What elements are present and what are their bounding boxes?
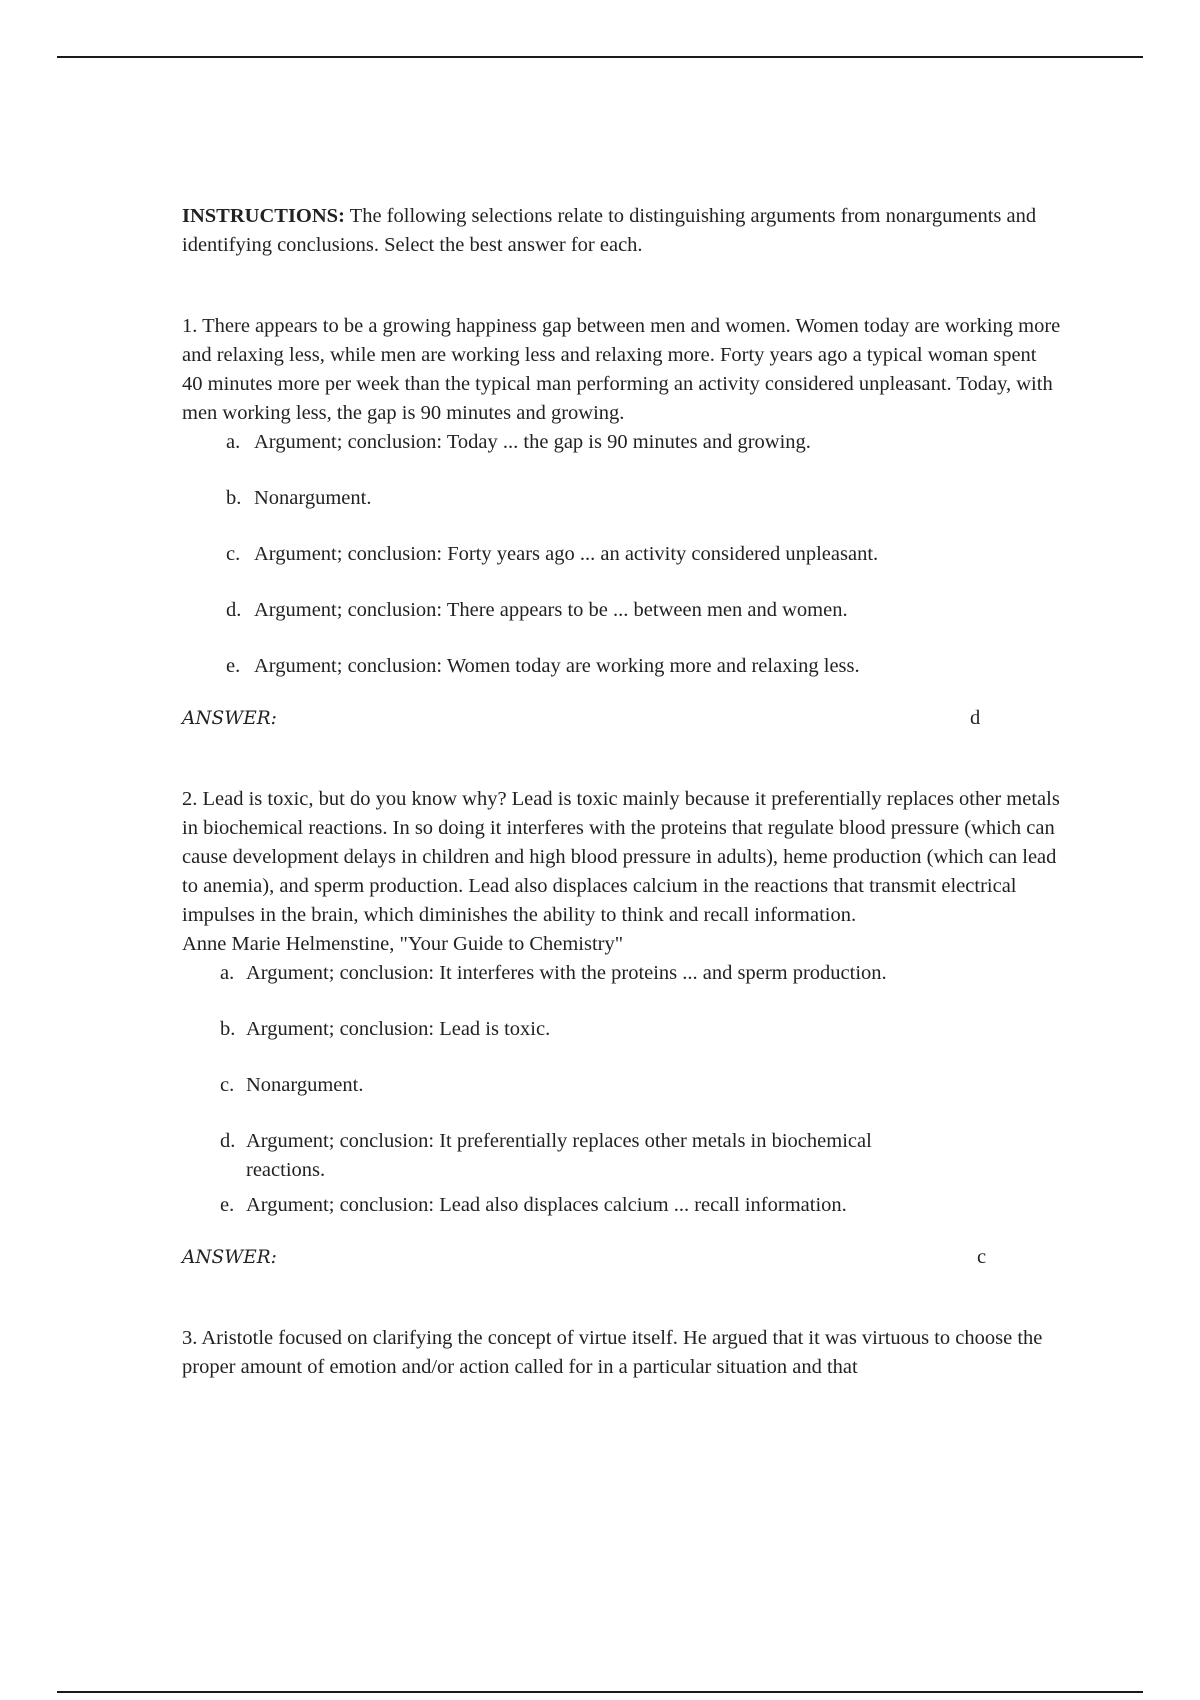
option-letter: d. [226,599,242,621]
option-letter: e. [226,655,241,677]
option-letter: a. [220,962,235,984]
question-2-option-d[interactable] [182,1127,1062,1185]
answer-label: ANSWER: [182,1247,277,1268]
option-text: Nonargument. [246,1074,364,1096]
document-body [182,202,1062,1382]
question-2-option-a[interactable] [182,959,1062,988]
question-1-options [182,428,1062,681]
option-text: Nonargument. [254,487,372,509]
question-2 [182,785,1062,1272]
question-1-option-d[interactable] [182,596,1062,625]
question-2-options [182,959,1062,1220]
option-text: Argument; conclusion: Women today are working more and relaxing less. [254,655,860,677]
option-text: Argument; conclusion: It interferes with the proteins ... and sperm production. [246,962,887,984]
question-1-option-e[interactable] [182,652,1062,681]
option-letter: c. [220,1074,235,1096]
instructions [182,202,1062,260]
option-text: Argument; conclusion: Lead also displaces calcium ... recall information. [246,1194,847,1216]
question-1 [182,312,1062,733]
option-text: Argument; conclusion: There appears to be ... between men and women. [254,599,848,621]
option-letter: e. [220,1194,235,1216]
answer-value: d [970,707,981,729]
question-2-text: Lead is toxic, but do you know why? Lead is toxic mainly because it preferentially replaces other metals in biochemical reactions. In so doing it interferes with the proteins that regulate blood pressure (which can cause development delays in children and high blood pressure in adults), heme production (which can lead to anemia), and sperm production. Lead also displaces calcium in the reactions that transmit electrical impulses in the brain, which diminishes the ability to think and recall information. [182,788,1060,926]
option-letter: c. [226,543,241,565]
option-letter: a. [226,431,241,453]
question-1-option-a[interactable] [182,428,1062,457]
question-3-number: 3. [182,1327,198,1349]
question-2-option-e[interactable] [182,1191,1062,1220]
question-1-option-c[interactable] [182,540,1062,569]
question-2-option-c[interactable] [182,1071,1062,1100]
option-text: Argument; conclusion: Forty years ago ... an activity considered unpleasant. [254,543,879,565]
question-1-stem [182,312,1062,428]
question-2-option-b[interactable] [182,1015,1062,1044]
question-2-source: Anne Marie Helmenstine, "Your Guide to Chemistry" [182,933,624,955]
top-rule [57,56,1143,58]
option-text: Argument; conclusion: Today ... the gap is 90 minutes and growing. [254,431,811,453]
question-3-stem [182,1324,1062,1382]
question-3 [182,1324,1062,1382]
question-1-option-b[interactable] [182,484,1062,513]
option-letter: b. [226,487,242,509]
answer-label: ANSWER: [182,708,277,729]
option-text: Argument; conclusion: Lead is toxic. [246,1018,551,1040]
option-text: Argument; conclusion: It preferentially replaces other metals in biochemical reactions. [246,1130,872,1181]
question-1-answer-row [182,704,1062,733]
question-2-number: 2. [182,788,198,810]
question-1-text: There appears to be a growing happiness gap between men and women. Women today are working more and relaxing less, while men are working less and relaxing more. Forty years ago a typical woman spent 40 minutes more per week than the typical man performing an activity considered unpleasant. Today, with men working less, the gap is 90 minutes and growing. [182,315,1061,424]
question-3-text: Aristotle focused on clarifying the concept of virtue itself. He argued that it was virtuous to choose the proper amount of emotion and/or action called for in a particular situation and that [182,1327,1043,1378]
question-1-number: 1. [182,315,198,337]
bottom-rule [57,1691,1143,1693]
option-letter: d. [220,1130,236,1152]
option-letter: b. [220,1018,236,1040]
instructions-text: The following selections relate to distinguishing arguments from nonarguments and identifying conclusions. Select the best answer for each. [182,205,1037,256]
instructions-label: INSTRUCTIONS: [182,205,345,227]
answer-value: c [977,1246,987,1268]
question-2-answer-row [182,1243,1062,1272]
question-2-stem [182,785,1062,930]
